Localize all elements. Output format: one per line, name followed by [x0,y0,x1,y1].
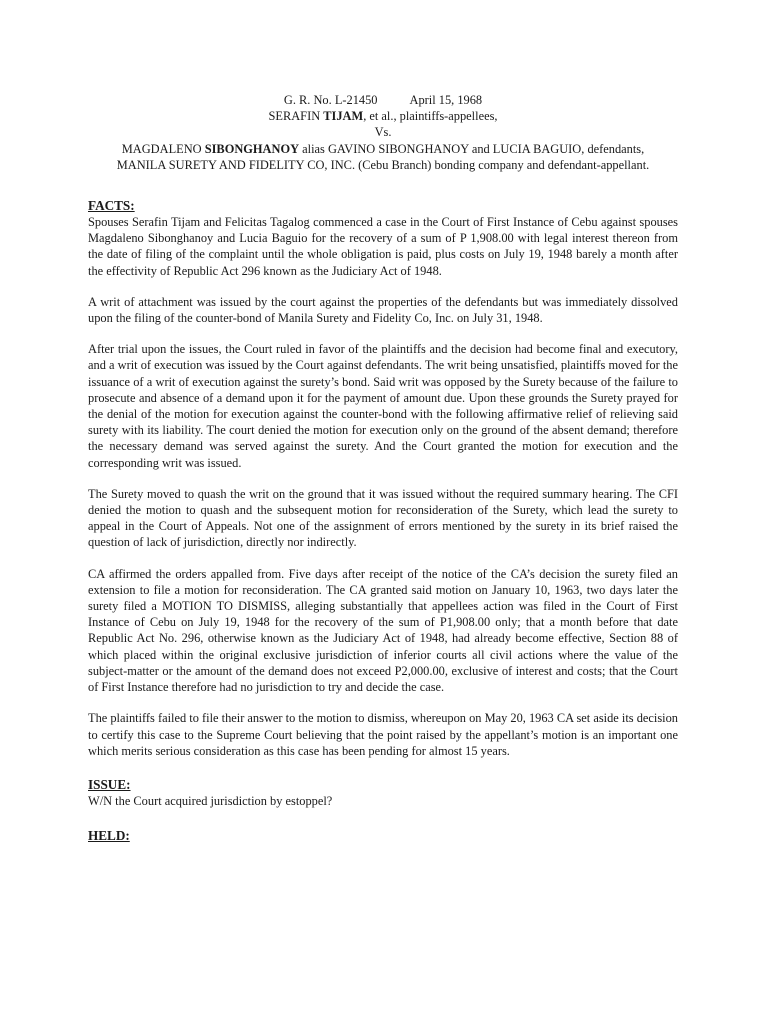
defendant-surname: SIBONGHANOY [204,141,300,156]
facts-heading: FACTS: [88,198,135,214]
decision-date: April 15, 1968 [409,93,483,107]
case-caption [88,92,678,173]
plaintiff-line [88,108,678,124]
defendant-suffix: alias GAVINO SIBONGHANOY and LUCIA BAGUIO, defendants, [299,141,645,156]
issue-question: W/N the Court acquired jurisdiction by estoppel? [88,793,333,808]
issue-heading: ISSUE: [88,776,131,792]
issue-section [88,776,678,809]
surety-line: MANILA SURETY AND FIDELITY CO, INC. (Cebu Branch) bonding company and defendant-appellant. [116,157,650,172]
facts-paragraph: The Surety moved to quash the writ on the ground that it was issued without the required summary hearing. The CFI denied the motion to quash and the subsequent motion for reconsideration of the Surety, which lead the surety to appeal in the Court of Appeals. Not one of the assignment of errors mentioned by the surety in its brief raised the question of lack of jurisdiction, directly nor indirectly. [88,486,678,550]
plaintiff-suffix: , et al., plaintiffs-appellees, [363,109,498,124]
held-heading: HELD: [88,828,130,844]
plaintiff-surname: TIJAM [323,109,364,124]
case-digest-page [88,92,678,844]
defendant-line [88,141,678,157]
case-number-line [88,92,678,108]
facts-paragraph: CA affirmed the orders appalled from. Five days after receipt of the notice of the CA’s decision the surety filed an extension to file a motion for reconsideration. The CA granted said motion on January 10, 1963, two days later the surety filed a MOTION TO DISMISS, alleging substantially that appellees action was filed in the Court of First Instance of Cebu on July 19, 1948 for the recovery of the sum of P1,908.00 only; that a month before that date Republic Act No. 296, otherwise known as the Judiciary Act of 1948, had already become effective, Section 88 of which placed within the original exclusive jurisdiction of inferior courts all civil actions where the value of the subject-matter or the amount of the demand does not exceed P2,000.00, exclusive of interest and costs; that the Court of First Instance therefore had no jurisdiction to try and decide the case. [88,566,678,695]
facts-paragraph: Spouses Serafin Tijam and Felicitas Tagalog commenced a case in the Court of First Instance of Cebu against spouses Magdaleno Sibonghanoy and Lucia Baguio for the recovery of a sum of P 1,908.00 with legal interest thereon from the date of filing of the complaint until the whole obligation is paid, plus costs on July 19, 1948 barely a month after the effectivity of Republic Act 296 known as the Judiciary Act of 1948. [88,215,678,278]
gr-number: G. R. No. L-21450 [283,93,378,107]
plaintiff-first-name: SERAFIN [268,109,324,124]
versus-line: Vs. [374,125,392,140]
held-section [88,827,678,844]
facts-paragraph: The plaintiffs failed to file their answer to the motion to dismiss, whereupon on May 20, 1963 CA set aside its decision to certify this case to the Supreme Court believing that the point raised by the appellant’s motion is an important one which merits serious consideration as this case has been pending for almost 15 years. [88,711,678,758]
defendant-first-name: MAGDALENO [121,141,205,156]
facts-section [88,197,678,759]
facts-paragraph: After trial upon the issues, the Court ruled in favor of the plaintiffs and the decision had become final and executory, and a writ of execution was issued by the Court against defendants. The writ being unsatisfied, plaintiffs moved for the issuance of a writ of execution against the surety’s bond. Said writ was opposed by the Surety because of the failure to prosecute and absence of a demand upon it for the payment of amount due. Upon these grounds the Surety prayed for the denial of the motion for execution against the counter-bond with the following affirmative relief of relieving said surety with its liability. The court denied the motion for execution only on the ground of the absent demand; therefore the necessary demand was served against the surety. And the Court granted the motion for execution and the corresponding writ was issued. [88,342,678,470]
facts-paragraph: A writ of attachment was issued by the court against the properties of the defendants but was immediately dissolved upon the filing of the counter-bond of Manila Surety and Fidelity Co, Inc. on July 31, 1948. [88,294,678,326]
